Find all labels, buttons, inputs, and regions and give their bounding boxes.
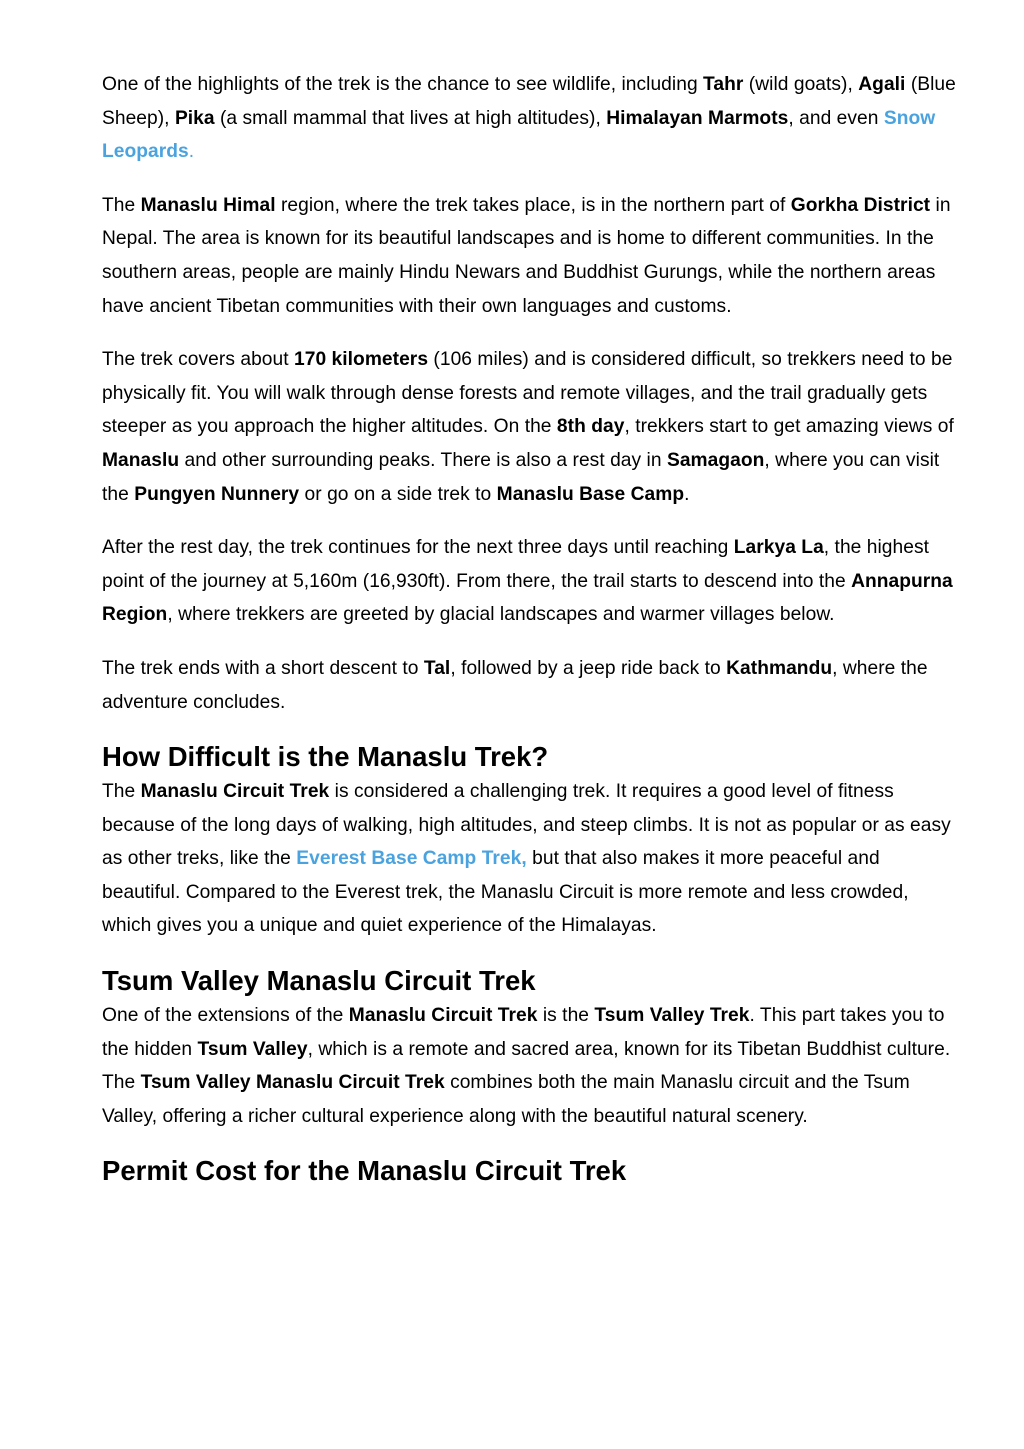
text-run: , which is a remote and sacred area, known for its Tibetan Buddhist culture. The [102, 1038, 951, 1094]
text-run: combines both the main Manaslu circuit and the Tsum Valley, offering a richer cultural experience along with the beautiful natural scenery. [102, 1072, 910, 1127]
text-run: , where the adventure concludes. [102, 657, 928, 713]
text-run: . This part takes you to the hidden [102, 1005, 945, 1060]
paragraph-tsum-valley [102, 999, 962, 1133]
heading-tsum-valley: Tsum Valley Manaslu Circuit Trek [102, 965, 536, 997]
text-run: One of the highlights of the trek is the chance to see wildlife, including [102, 74, 704, 95]
paragraph-wildlife [102, 68, 962, 169]
text-run: but that also makes it more peaceful and beautiful. Compared to the Everest trek, the Manaslu Circuit is more remote and less crowded, which gives you a unique and quiet experience of the Himalayas. [102, 848, 909, 937]
bold-term-pika: Pika [174, 107, 215, 129]
paragraph-region [102, 189, 962, 323]
bold-term-manaslu-circuit-trek: Manaslu Circuit Trek [348, 1005, 538, 1027]
text-run: region, where the trek takes place, is in the northern part of [275, 194, 791, 216]
text-run: One of the extensions of the [102, 1005, 349, 1027]
text-run: (a small mammal that lives at high altitudes), [214, 107, 607, 129]
text-run: , the highest point of the journey at 5,160m (16,930ft). From there, the trail starts to descend into the [102, 537, 929, 592]
text-run: in Nepal. The area is known for its beautiful landscapes and is home to different communities. In the southern areas, people are mainly Hindu Newars and Buddhist Gurungs, while the northern areas have ancient Tibetan communities with their own languages and customs. [102, 194, 951, 317]
bold-term-pungyen-nunnery: Pungyen Nunnery [134, 483, 300, 505]
paragraph-end [102, 652, 962, 719]
bold-term-tsum-valley-manaslu-circuit-trek: Tsum Valley Manaslu Circuit Trek [140, 1072, 445, 1094]
bold-term-manaslu-himal: Manaslu Himal [140, 194, 276, 216]
text-run: . [684, 483, 690, 505]
text-run: (Blue Sheep), [102, 74, 956, 129]
text-run: The [102, 194, 141, 216]
bold-term-himalayan-marmots: Himalayan Marmots [606, 107, 789, 129]
bold-term-tahr: Tahr [703, 74, 744, 95]
bold-term-annapurna-region: Annapurna Region [102, 570, 953, 626]
bold-term-tsum-valley: Tsum Valley [197, 1038, 308, 1060]
paragraph-pass [102, 531, 962, 632]
text-run: , followed by a jeep ride back to [450, 657, 727, 679]
heading-permit-cost: Permit Cost for the Manaslu Circuit Trek [102, 1155, 627, 1187]
text-run: (106 miles) and is considered difficult, so trekkers need to be physically fit. You will walk through dense forests and remote villages, and the trail gradually gets steeper as you approach the higher altitudes. On the [102, 349, 953, 438]
text-run: and other surrounding peaks. There is also a rest day in [179, 449, 667, 471]
bold-term-manaslu-circuit-trek: Manaslu Circuit Trek [140, 781, 330, 803]
bold-term-tsum-valley-trek: Tsum Valley Trek [594, 1005, 750, 1027]
link-tail: . [188, 141, 195, 163]
heading-difficulty: How Difficult is the Manaslu Trek? [102, 741, 549, 773]
text-run: The [102, 781, 141, 803]
text-run: , trekkers start to get amazing views of [624, 416, 954, 438]
text-run: or go on a side trek to [299, 483, 497, 505]
text-run: (wild goats), [743, 74, 859, 95]
bold-term-distance: 170 kilometers [294, 349, 429, 371]
text-run: The trek covers about [102, 349, 295, 371]
text-run: is the [537, 1005, 595, 1027]
bold-term-agali: Agali [858, 74, 906, 95]
text-run: , where trekkers are greeted by glacial landscapes and warmer villages below. [167, 604, 835, 626]
bold-term-gorkha-district: Gorkha District [790, 194, 931, 216]
text-run: is considered a challenging trek. It requires a good level of fitness because of the long days of walking, high altitudes, and steep climbs. It is not as popular or as easy as other treks, like the [102, 781, 951, 870]
bold-term-tal: Tal [423, 657, 451, 679]
bold-term-samagaon: Samagaon [666, 449, 765, 471]
bold-term-kathmandu: Kathmandu [726, 657, 833, 679]
link-text: Snow Leopards [102, 107, 936, 163]
text-run: The trek ends with a short descent to [102, 657, 424, 679]
text-run: , and even [788, 107, 884, 129]
everest-base-camp-trek-link[interactable]: Everest Base Camp Trek, [296, 848, 527, 870]
paragraph-difficulty [102, 775, 962, 943]
bold-term-8th-day: 8th day [556, 416, 625, 438]
text-run: , where you can visit the [102, 449, 940, 505]
text-run: After the rest day, the trek continues for the next three days until reaching [102, 537, 734, 559]
paragraph-distance [102, 343, 962, 511]
bold-term-manaslu-base-camp: Manaslu Base Camp [496, 483, 685, 505]
bold-term-larkya-la: Larkya La [733, 537, 824, 559]
bold-term-manaslu: Manaslu [102, 449, 180, 471]
article-content [102, 68, 962, 1189]
